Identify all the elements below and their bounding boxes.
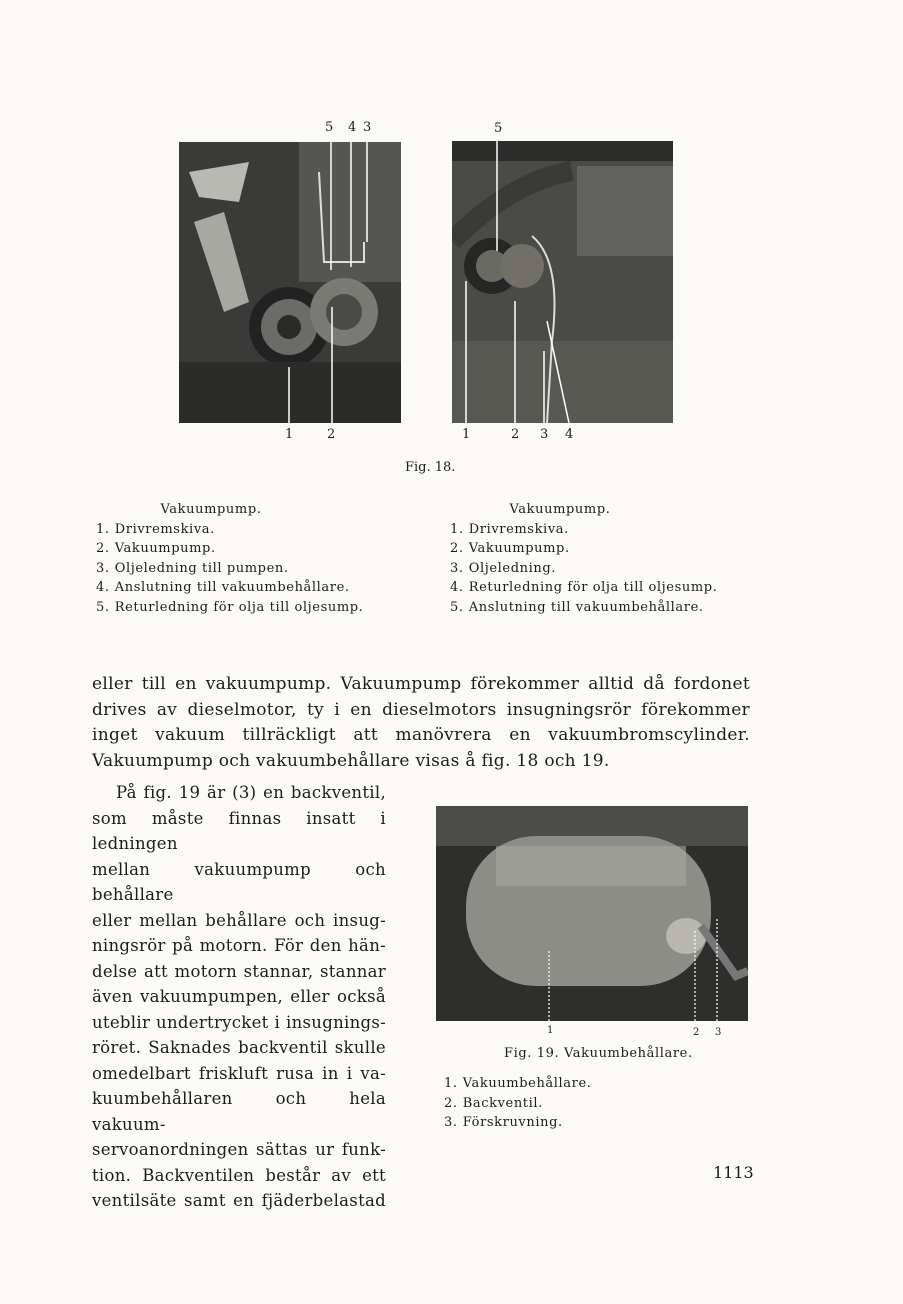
legend-item: 2. Vakuumpump. [96, 541, 216, 556]
legend-item: 1. Drivremskiva. [450, 521, 569, 537]
fig18-left-legend [96, 500, 416, 617]
fig18-left-photo [179, 142, 401, 423]
paragraph-2-line: ventilsäte samt en fjäderbelastad [92, 1191, 386, 1210]
legend-item: 2. Vakuumpump. [450, 541, 570, 556]
legend-item: 3. Oljeledning till pumpen. [96, 560, 289, 576]
legend-item: 1. Vakuumbehållare. [444, 1076, 592, 1091]
fig18-right-bottom-label-1: 1 [462, 427, 471, 442]
paragraph-2-line: servoanordningen sättas ur funk- [92, 1140, 386, 1159]
paragraph-2-line: omedelbart friskluft rusa in i va- [92, 1063, 386, 1083]
legend-item: 3. Förskruvning. [444, 1115, 563, 1130]
paragraph-2-line: uteblir undertrycket i insugnings- [92, 1012, 386, 1032]
paragraph-2-line: mellan vakuumpump och behållare [92, 859, 386, 904]
paragraph-2-line: som måste finnas insatt i ledningen [92, 808, 386, 853]
fig19-caption: Fig. 19. Vakuumbehållare. [504, 1046, 693, 1061]
fig19-bottom-label-2: 2 [693, 1027, 700, 1038]
fig18-left-bottom-label-1: 1 [285, 427, 294, 442]
fig18-right-top-label-5: 5 [494, 121, 503, 136]
legend-heading: Vakuumpump. [160, 502, 262, 517]
legend-item: 4. Anslutning till vakuumbehållare. [96, 580, 350, 595]
legend-item: 5. Returledning för olja till oljesump. [96, 599, 364, 615]
fig18-right-bottom-label-2: 2 [511, 427, 520, 442]
engine-photo-illustration [179, 142, 401, 423]
fig19-bottom-label-1: 1 [547, 1025, 554, 1036]
legend-item: 2. Backventil. [444, 1095, 543, 1111]
legend-item: 3. Oljeledning. [450, 560, 557, 576]
legend-item: 5. Anslutning till vakuumbehållare. [450, 599, 704, 615]
legend-item: 1. Drivremskiva. [96, 521, 215, 537]
vacuum-tank-photo-illustration [436, 806, 748, 1021]
fig19-photo [436, 806, 748, 1021]
fig18-right-photo [452, 141, 673, 423]
paragraph-2-line: På fig. 19 är (3) en backventil, [116, 783, 386, 802]
paragraph-2-line: även vakuumpumpen, eller också [92, 987, 386, 1006]
fig18-left-bottom-label-2: 2 [327, 427, 336, 442]
fig19-legend [444, 1074, 744, 1133]
fig18-right-bottom-label-3: 3 [540, 427, 549, 442]
fig18-right-legend [450, 500, 810, 617]
paragraph-2-line: ningsrör på motorn. För den hän- [92, 936, 386, 955]
page-number: 1113 [713, 1163, 754, 1182]
engine-side-photo-illustration [452, 141, 673, 423]
fig18-left-top-label-4: 4 [348, 120, 357, 135]
paragraph-1: eller till en vakuumpump. Vakuumpump förekommer alltid då fordonet drives av dieselmotor, ty i en dieselmotors insugningsrör förekommer inget vakuum tillräckligt att manövrera en vakuumbromscylinder. Vakuumpump och vakuumbehållare visas å fig. 18 och 19. [92, 674, 750, 771]
fig18-left-top-label-5: 5 [325, 120, 334, 135]
legend-heading: Vakuumpump. [509, 502, 611, 517]
paragraph-2-line: kuumbehållaren och hela vakuum- [92, 1089, 386, 1134]
paragraph-2-line: delse att motorn stannar, stannar [92, 961, 386, 981]
fig18-left-top-label-3: 3 [363, 120, 372, 135]
paragraph-2-line: röret. Saknades backventil skulle [92, 1038, 386, 1057]
paragraph-2-line: tion. Backventilen består av ett [92, 1165, 386, 1185]
fig18-right-bottom-label-4: 4 [565, 427, 574, 442]
fig19-bottom-label-3: 3 [715, 1027, 722, 1038]
fig18-caption: Fig. 18. [405, 460, 456, 475]
legend-item: 4. Returledning för olja till oljesump. [450, 580, 718, 595]
paragraph-2 [92, 780, 386, 1214]
paragraph-2-line: eller mellan behållare och insug- [92, 910, 386, 930]
